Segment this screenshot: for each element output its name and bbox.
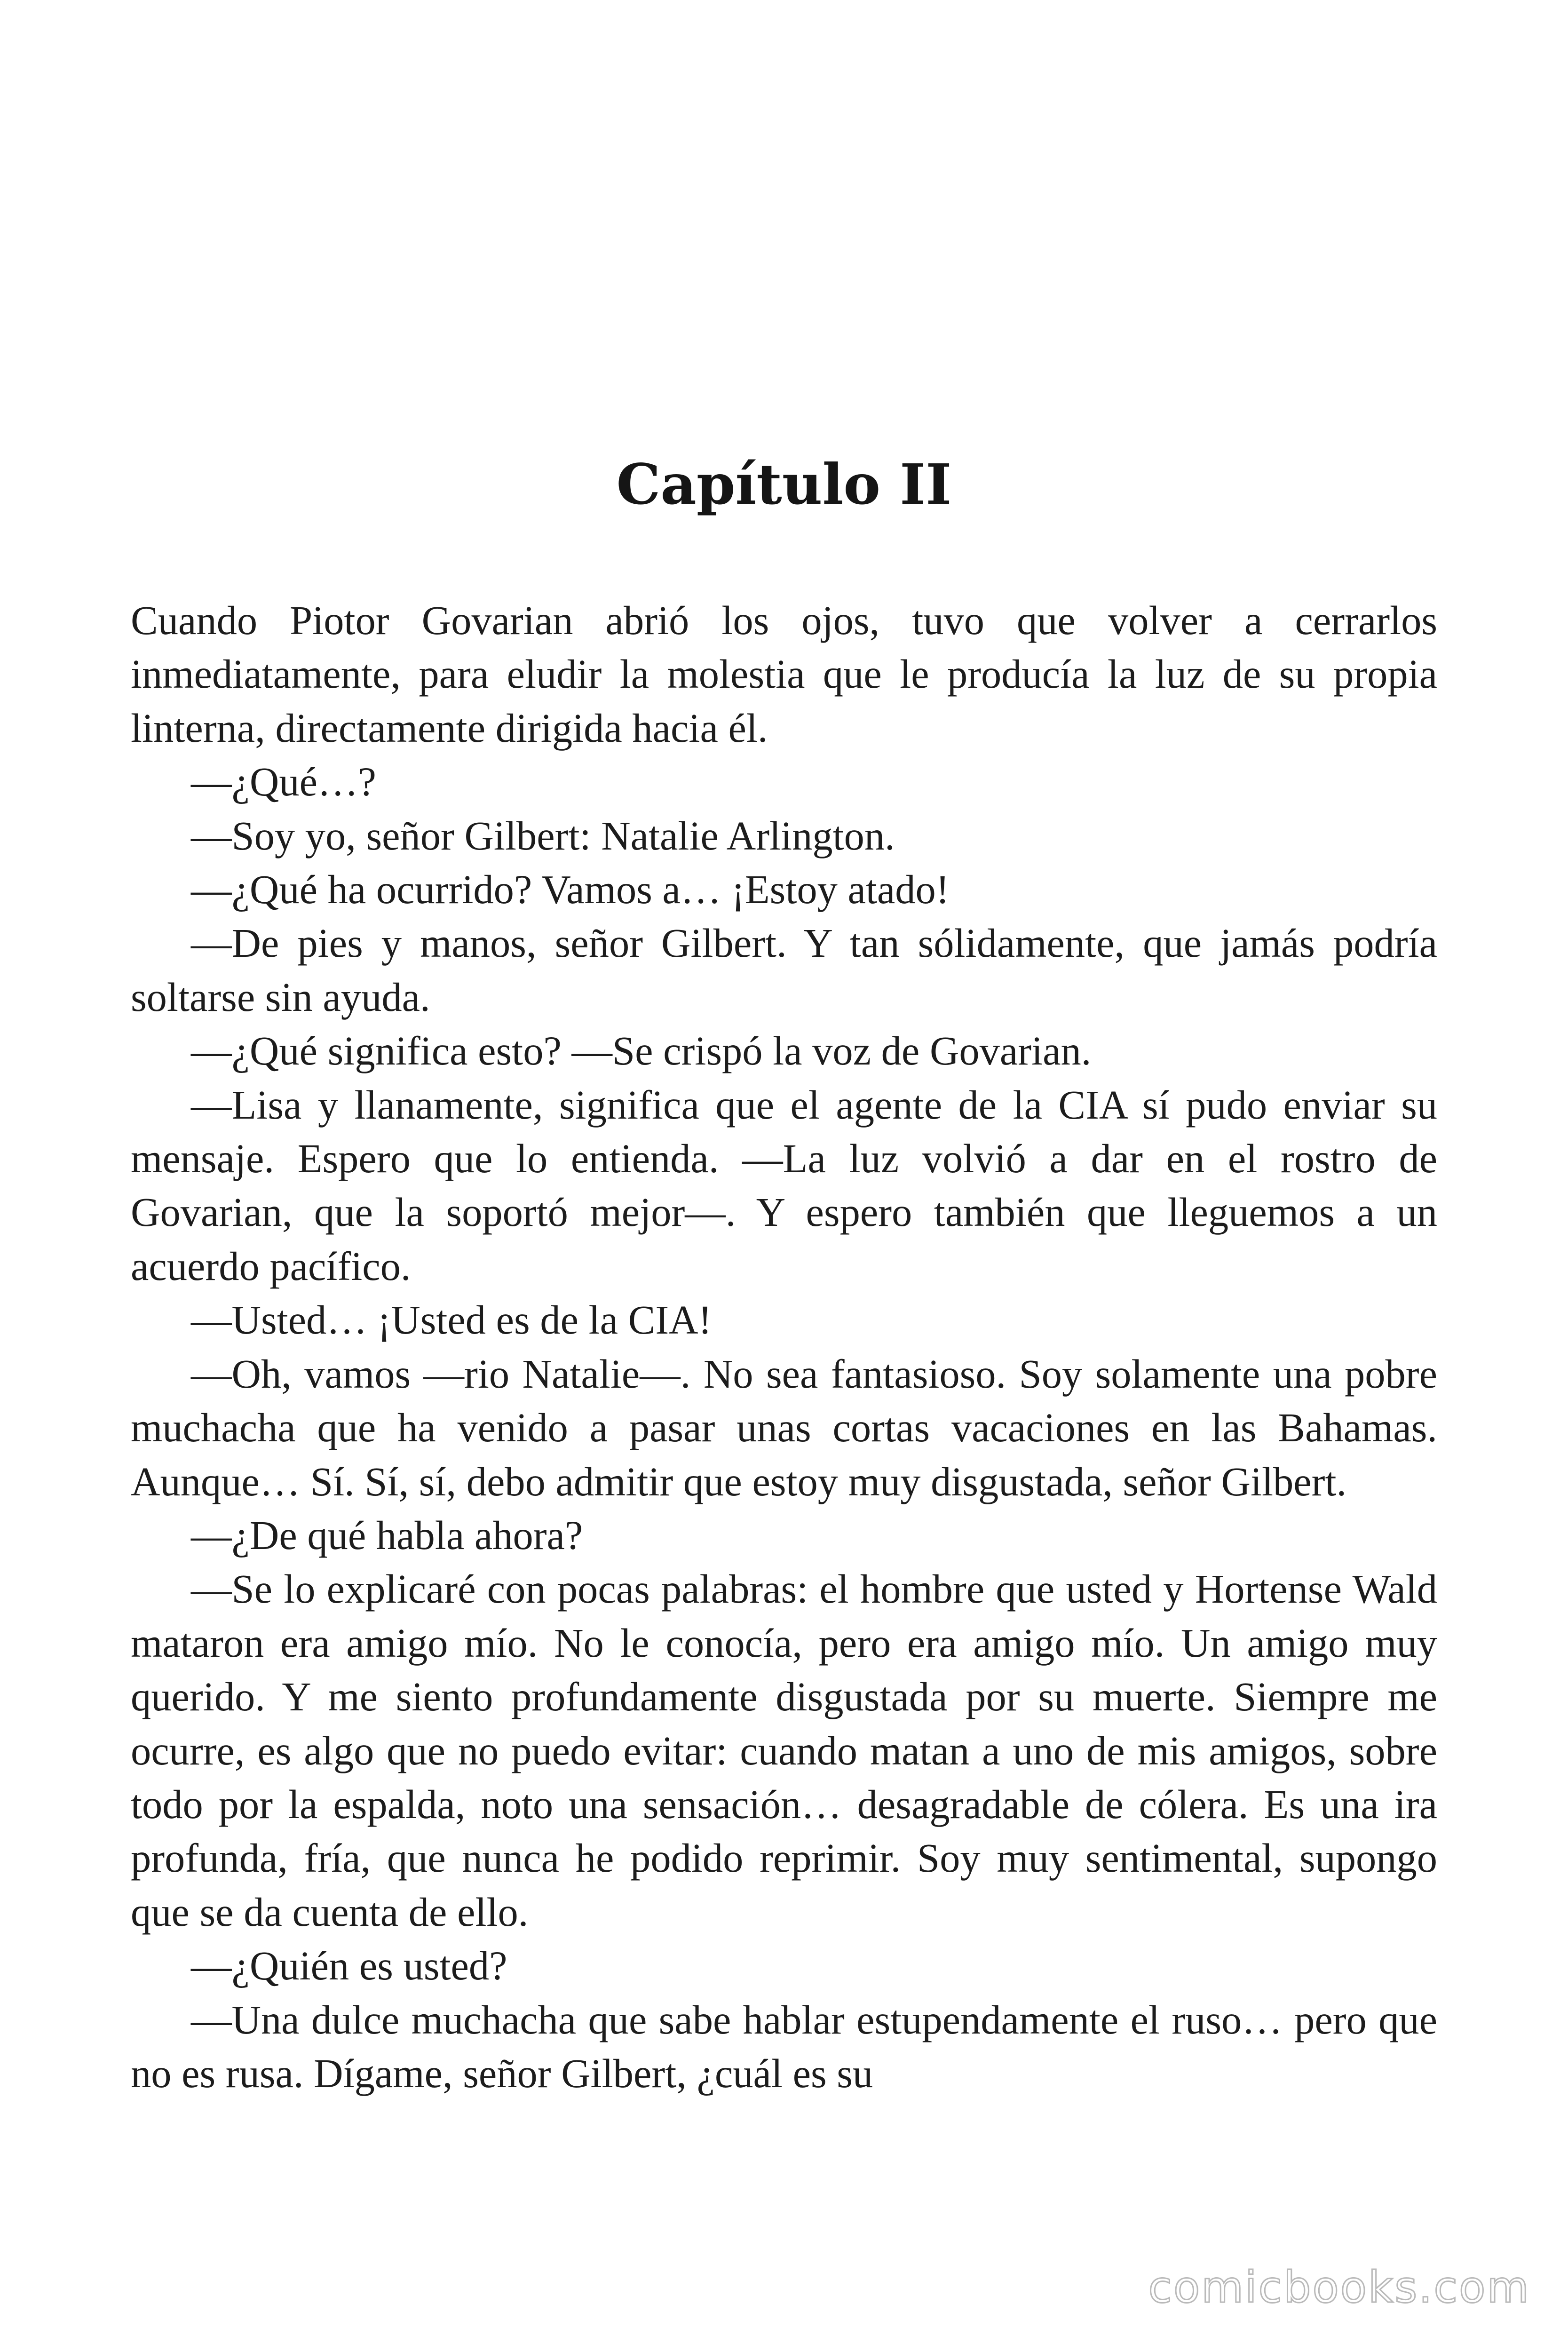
paragraph: —Se lo explicaré con pocas palabras: el hombre que usted y Hortense Wald mataron era amigo mío. No le conocía, pero era amigo mío. Un amigo muy querido. Y me siento profundamente disgustada por su muerte. Siempre me ocurre, es algo que no puedo evitar: cuando matan a uno de mis amigos, sobre todo por la espalda, noto una sensación… desagradable de cólera. Es una ira profunda, fría, que nunca he podido reprimir. Soy muy sentimental, supongo que se da cuenta de ello. — [131, 1566, 1437, 1935]
paragraph: —De pies y manos, señor Gilbert. Y tan sólidamente, que jamás podría soltarse sin ayuda. — [131, 921, 1437, 1020]
chapter-body — [131, 594, 1437, 2100]
paragraph: —¿Qué…? — [191, 759, 376, 805]
paragraph: —¿Quién es usted? — [191, 1943, 507, 1989]
paragraph: —¿De qué habla ahora? — [191, 1512, 583, 1558]
paragraph: —Una dulce muchacha que sabe hablar estupendamente el ruso… pero que no es rusa. Dígame, señor Gilbert, ¿cuál es su — [131, 1997, 1437, 2096]
paragraph: —¿Qué significa esto? —Se crispó la voz de Govarian. — [191, 1028, 1092, 1074]
paragraph: —Oh, vamos —rio Natalie—. No sea fantasioso. Soy solamente una pobre muchacha que ha venido a pasar unas cortas vacaciones en las Bahamas. Aunque… Sí. Sí, sí, debo admitir que estoy muy disgustada, señor Gilbert. — [131, 1351, 1437, 1504]
paragraph: —Usted… ¡Usted es de la CIA! — [191, 1297, 712, 1343]
paragraph: —Soy yo, señor Gilbert: Natalie Arlington. — [191, 813, 895, 858]
paragraph: —¿Qué ha ocurrido? Vamos a… ¡Estoy atado! — [191, 867, 950, 913]
watermark: comicbooks.com — [1148, 2262, 1530, 2312]
paragraph: Cuando Piotor Govarian abrió los ojos, tuvo que volver a cerrarlos inmediatamente, para eludir la molestia que le producía la luz de su propia linterna, directamente dirigida hacia él. — [131, 598, 1437, 751]
paragraph: —Lisa y llanamente, significa que el agente de la CIA sí pudo enviar su mensaje. Espero que lo entienda. —La luz volvió a dar en el rostro de Govarian, que la soportó mejor—. Y espero también que lleguemos a un acuerdo pacífico. — [131, 1082, 1437, 1289]
chapter-title: Capítulo II — [616, 452, 952, 517]
